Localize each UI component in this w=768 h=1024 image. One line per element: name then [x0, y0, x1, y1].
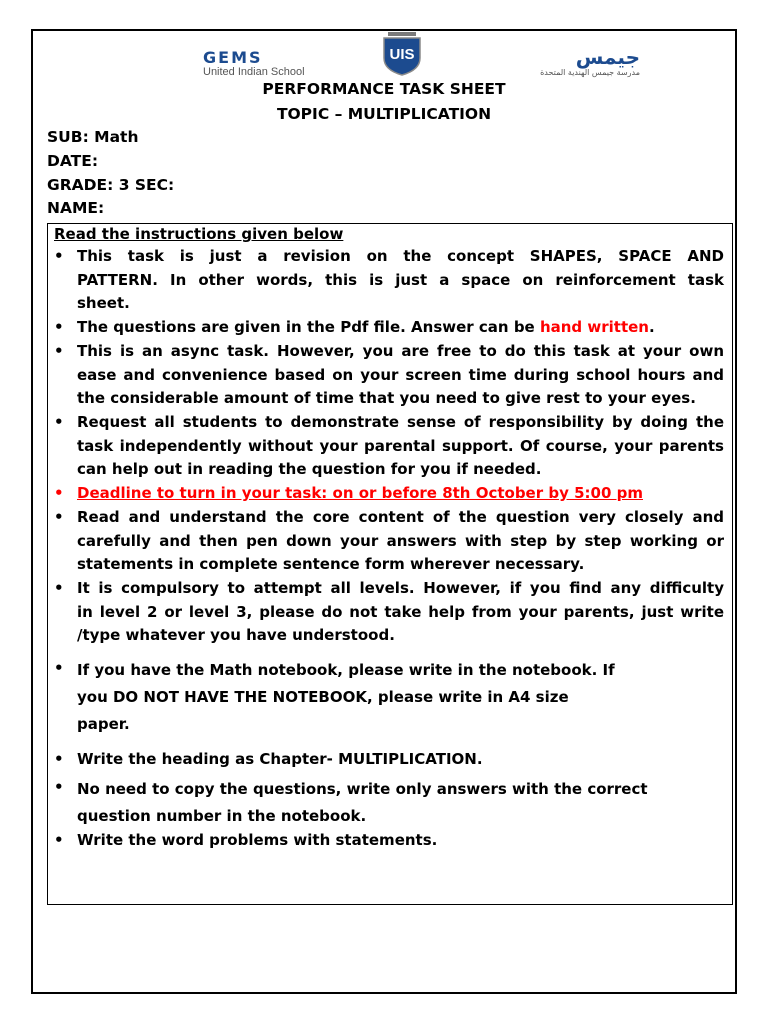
instruction-item	[77, 506, 724, 577]
name-field: NAME:	[47, 199, 105, 217]
bullet-icon: •	[54, 659, 64, 677]
instruction-text-end: .	[648, 318, 655, 336]
instruction-line: Read and understand the core content of the question very closely and	[77, 508, 724, 526]
bullet-icon: •	[54, 778, 64, 796]
instruction-line: carefully and then pen down your answers with step by step working or	[77, 531, 724, 550]
uis-logo-text: UIS	[389, 46, 415, 63]
instruction-line: This is an async task. However, you are free to do this task at your own	[77, 342, 724, 360]
instruction-item	[77, 411, 724, 482]
instruction-item: Write the heading as Chapter- MULTIPLICATION.	[77, 750, 483, 768]
instruction-item: Write the word problems with statements.	[77, 831, 438, 849]
instruction-item	[77, 776, 724, 830]
gems-logo-subtitle: United Indian School	[203, 66, 305, 78]
hand-written-highlight: hand written	[539, 318, 649, 336]
bullet-icon: •	[54, 342, 64, 360]
instruction-line: can help out in reading the question for you if needed.	[77, 460, 542, 478]
instructions-heading: Read the instructions given below	[54, 225, 344, 243]
instruction-line: sheet.	[77, 294, 130, 312]
deadline-instruction: Deadline to turn in your task: on or before 8th October by 5:00 pm	[77, 484, 643, 502]
date-field: DATE:	[47, 152, 99, 170]
bullet-icon: •	[54, 318, 64, 336]
bullet-icon: •	[54, 579, 64, 597]
uis-logo	[360, 32, 444, 76]
gems-logo-word: GEMS	[203, 48, 263, 67]
arabic-logo-main: جيمس	[575, 45, 640, 69]
instruction-item	[77, 340, 724, 411]
instruction-line: you DO NOT HAVE THE NOTEBOOK, please write in A4 size	[77, 688, 569, 706]
sheet-title: PERFORMANCE TASK SHEET	[262, 80, 506, 98]
instruction-text: The questions are given in the Pdf file. Answer can be	[77, 318, 540, 336]
instruction-line: No need to copy the questions, write only answers with the correct	[77, 780, 648, 798]
instruction-item	[77, 316, 724, 340]
instruction-line: Request all students to demonstrate sense of responsibility by doing the	[77, 413, 724, 431]
instruction-line: the considerable amount of time that you need to give rest to your eyes.	[77, 389, 696, 407]
instruction-line: statements in complete sentence form wherever necessary.	[77, 555, 585, 573]
instruction-line: ease and convenience based on your screen time during school hours and	[77, 365, 724, 384]
instruction-line: paper.	[77, 715, 130, 733]
instruction-line: It is compulsory to attempt all levels. However, if you find any difficulty	[77, 579, 724, 597]
arabic-logo-subtitle: مدرسة جيمس الهندية المتحدة	[540, 68, 640, 77]
instruction-item	[77, 577, 724, 648]
bullet-icon: •	[54, 508, 64, 526]
instruction-line: in level 2 or level 3, please do not take help from your parents, just write	[77, 602, 724, 621]
bullet-icon: •	[54, 484, 64, 502]
instruction-item	[77, 245, 724, 316]
bullet-icon: •	[54, 247, 64, 265]
subject-field: SUB: Math	[47, 128, 139, 146]
gems-logo	[203, 50, 315, 82]
instruction-line: PATTERN. In other words, this is just a space on reinforcement task	[77, 270, 724, 289]
instruction-line: /type whatever you have understood.	[77, 626, 395, 644]
bullet-icon: •	[54, 413, 64, 431]
instruction-item	[77, 657, 724, 738]
sheet-topic: TOPIC – MULTIPLICATION	[276, 105, 492, 123]
instruction-line: question number in the notebook.	[77, 807, 367, 825]
bullet-icon: •	[54, 831, 64, 849]
instruction-line: This task is just a revision on the concept SHAPES, SPACE AND	[77, 247, 724, 265]
grade-section-field: GRADE: 3 SEC:	[47, 176, 175, 194]
instruction-line: If you have the Math notebook, please write in the notebook. If	[77, 661, 615, 679]
uis-shield-icon	[360, 32, 444, 76]
arabic-logo	[490, 46, 640, 82]
bullet-icon: •	[54, 750, 64, 768]
instruction-line: task independently without your parental support. Of course, your parents	[77, 436, 724, 455]
